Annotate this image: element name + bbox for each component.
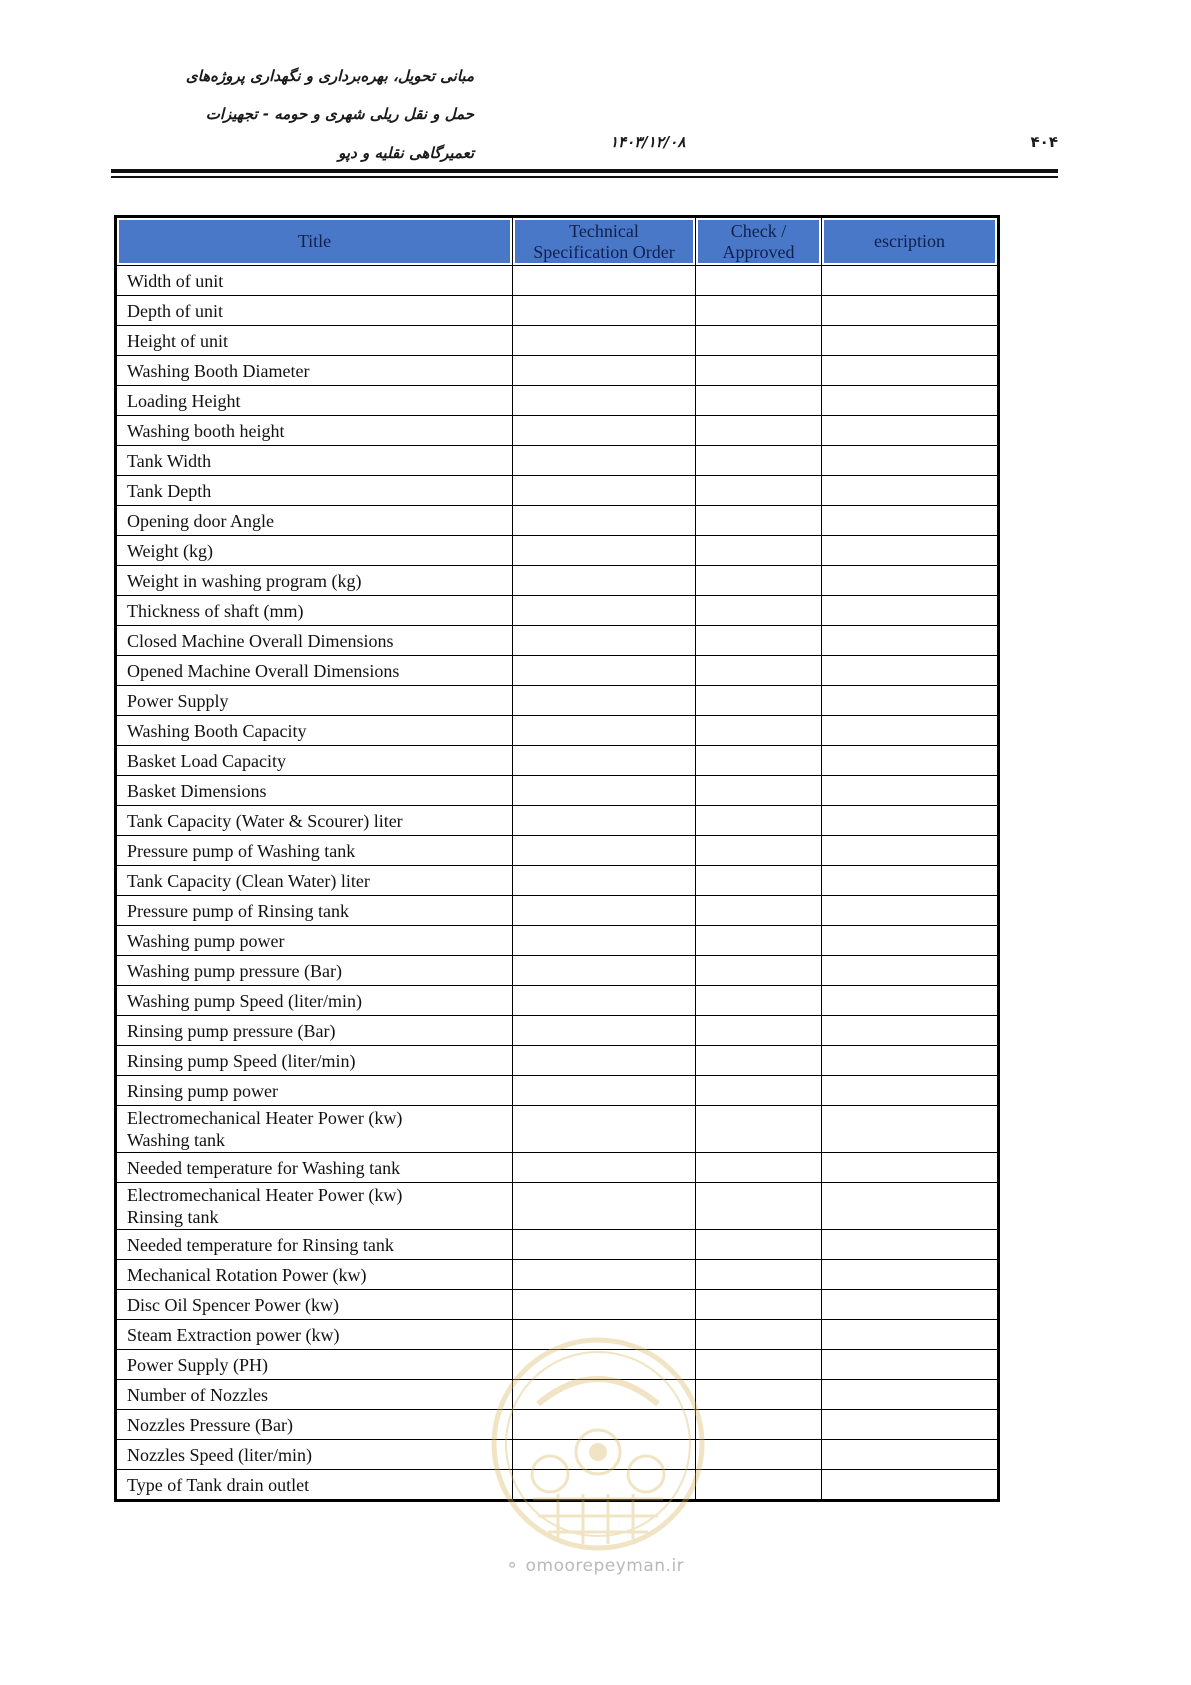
- row-check-cell: [696, 1260, 822, 1290]
- row-title: Washing Booth Diameter: [116, 356, 513, 386]
- table-row: [116, 416, 999, 446]
- row-description-cell: [822, 986, 999, 1016]
- row-description-cell: [822, 566, 999, 596]
- table-row: [116, 506, 999, 536]
- header-title-line1: مبانی تحویل، بهره‌برداری و نگهداری پروژه‌های: [185, 67, 474, 85]
- page-number: ۴۰۴: [1030, 133, 1058, 151]
- header-title-line2: حمل و نقل ریلی شهری و حومه - تجهیزات: [205, 105, 474, 123]
- row-spec-cell: [513, 536, 696, 566]
- row-spec-cell: [513, 1320, 696, 1350]
- row-description-cell: [822, 806, 999, 836]
- row-description-cell: [822, 1016, 999, 1046]
- row-description-cell: [822, 1260, 999, 1290]
- row-title: Type of Tank drain outlet: [116, 1470, 513, 1501]
- row-spec-cell: [513, 506, 696, 536]
- table-row: [116, 1076, 999, 1106]
- table-row: [116, 866, 999, 896]
- table-row: [116, 1320, 999, 1350]
- row-description-cell: [822, 476, 999, 506]
- col-header-check-line1: Check /: [730, 220, 787, 241]
- table-row: [116, 1350, 999, 1380]
- row-check-cell: [696, 1380, 822, 1410]
- row-description-cell: [822, 446, 999, 476]
- row-description-cell: [822, 386, 999, 416]
- table-row: [116, 776, 999, 806]
- row-spec-cell: [513, 866, 696, 896]
- table-row: [116, 356, 999, 386]
- row-spec-cell: [513, 1410, 696, 1440]
- row-check-cell: [696, 446, 822, 476]
- row-title: Height of unit: [116, 326, 513, 356]
- row-description-cell: [822, 1046, 999, 1076]
- table-row: [116, 806, 999, 836]
- row-check-cell: [696, 746, 822, 776]
- row-description-cell: [822, 1290, 999, 1320]
- row-check-cell: [696, 1016, 822, 1046]
- row-title: Opened Machine Overall Dimensions: [116, 656, 513, 686]
- row-spec-cell: [513, 1350, 696, 1380]
- row-spec-cell: [513, 1153, 696, 1183]
- row-spec-cell: [513, 1183, 696, 1230]
- row-spec-cell: [513, 566, 696, 596]
- row-description-cell: [822, 1350, 999, 1380]
- row-title: Rinsing pump power: [116, 1076, 513, 1106]
- col-header-description-text: escription: [874, 231, 945, 251]
- col-header-title: [116, 217, 513, 266]
- table-row: [116, 1016, 999, 1046]
- table-row: [116, 1106, 999, 1153]
- row-description-cell: [822, 296, 999, 326]
- footer-url-text: omoorepeyman.ir: [525, 1556, 685, 1576]
- row-title: Width of unit: [116, 266, 513, 296]
- row-title: Tank Depth: [116, 476, 513, 506]
- table-row: [116, 656, 999, 686]
- row-spec-cell: [513, 806, 696, 836]
- col-header-check: [696, 217, 822, 266]
- row-check-cell: [696, 356, 822, 386]
- row-spec-cell: [513, 1260, 696, 1290]
- row-check-cell: [696, 626, 822, 656]
- row-spec-cell: [513, 476, 696, 506]
- row-check-cell: [696, 1350, 822, 1380]
- row-description-cell: [822, 536, 999, 566]
- row-title: Disc Oil Spencer Power (kw): [116, 1290, 513, 1320]
- row-title: Power Supply: [116, 686, 513, 716]
- table-row: [116, 926, 999, 956]
- row-description-cell: [822, 1470, 999, 1501]
- row-description-cell: [822, 656, 999, 686]
- row-spec-cell: [513, 1046, 696, 1076]
- row-spec-cell: [513, 896, 696, 926]
- table-row: [116, 746, 999, 776]
- row-title: Thickness of shaft (mm): [116, 596, 513, 626]
- row-description-cell: [822, 716, 999, 746]
- row-title: [116, 1106, 513, 1153]
- row-spec-cell: [513, 1290, 696, 1320]
- row-title: Number of Nozzles: [116, 1380, 513, 1410]
- row-check-cell: [696, 956, 822, 986]
- row-check-cell: [696, 1230, 822, 1260]
- row-title: Tank Capacity (Clean Water) liter: [116, 866, 513, 896]
- row-spec-cell: [513, 836, 696, 866]
- row-description-cell: [822, 326, 999, 356]
- table-row: [116, 566, 999, 596]
- row-description-cell: [822, 926, 999, 956]
- row-spec-cell: [513, 956, 696, 986]
- row-title: Mechanical Rotation Power (kw): [116, 1260, 513, 1290]
- table-row: [116, 1380, 999, 1410]
- row-spec-cell: [513, 926, 696, 956]
- row-check-cell: [696, 1290, 822, 1320]
- row-description-cell: [822, 1410, 999, 1440]
- row-spec-cell: [513, 326, 696, 356]
- col-header-spec: [513, 217, 696, 266]
- row-description-cell: [822, 626, 999, 656]
- table-row: [116, 986, 999, 1016]
- col-header-check-line2: Approved: [722, 241, 795, 262]
- row-description-cell: [822, 266, 999, 296]
- row-title: Basket Dimensions: [116, 776, 513, 806]
- row-spec-cell: [513, 1076, 696, 1106]
- row-spec-cell: [513, 626, 696, 656]
- table-row: [116, 1183, 999, 1230]
- table-row: [116, 686, 999, 716]
- globe-icon: ⚬: [505, 1556, 520, 1576]
- row-title: Washing booth height: [116, 416, 513, 446]
- row-spec-cell: [513, 746, 696, 776]
- header-rule-thick: [111, 169, 1058, 173]
- row-description-cell: [822, 596, 999, 626]
- table-row: [116, 1410, 999, 1440]
- row-check-cell: [696, 1440, 822, 1470]
- col-header-spec-line1: Technical: [569, 220, 639, 241]
- row-title: Rinsing pump pressure (Bar): [116, 1016, 513, 1046]
- row-title: [116, 1183, 513, 1230]
- row-title: Pressure pump of Washing tank: [116, 836, 513, 866]
- row-title: Washing pump power: [116, 926, 513, 956]
- row-check-cell: [696, 596, 822, 626]
- row-title: Needed temperature for Washing tank: [116, 1153, 513, 1183]
- row-check-cell: [696, 326, 822, 356]
- row-spec-cell: [513, 416, 696, 446]
- row-spec-cell: [513, 1106, 696, 1153]
- table-row: [116, 1260, 999, 1290]
- row-description-cell: [822, 1106, 999, 1153]
- row-spec-cell: [513, 356, 696, 386]
- row-description-cell: [822, 1230, 999, 1260]
- col-header-spec-line2: Specification Order: [533, 241, 675, 262]
- table-row: [116, 1153, 999, 1183]
- table-row: [116, 1046, 999, 1076]
- row-check-cell: [696, 836, 822, 866]
- row-check-cell: [696, 1470, 822, 1501]
- row-check-cell: [696, 1320, 822, 1350]
- row-title: Nozzles Speed (liter/min): [116, 1440, 513, 1470]
- table-row: [116, 266, 999, 296]
- row-title: Rinsing pump Speed (liter/min): [116, 1046, 513, 1076]
- row-spec-cell: [513, 296, 696, 326]
- row-description-cell: [822, 1440, 999, 1470]
- row-description-cell: [822, 776, 999, 806]
- row-check-cell: [696, 1153, 822, 1183]
- row-title: Tank Width: [116, 446, 513, 476]
- row-spec-cell: [513, 446, 696, 476]
- col-header-description: [822, 217, 999, 266]
- row-title: Closed Machine Overall Dimensions: [116, 626, 513, 656]
- table-row: [116, 716, 999, 746]
- row-title: Nozzles Pressure (Bar): [116, 1410, 513, 1440]
- row-check-cell: [696, 656, 822, 686]
- col-header-title-text: Title: [297, 231, 332, 251]
- table-row: [116, 1470, 999, 1501]
- table-row: [116, 1290, 999, 1320]
- table-row: [116, 1230, 999, 1260]
- row-title: Needed temperature for Rinsing tank: [116, 1230, 513, 1260]
- row-title-line1: Electromechanical Heater Power (kw): [127, 1185, 403, 1205]
- row-title: Pressure pump of Rinsing tank: [116, 896, 513, 926]
- row-title: Power Supply (PH): [116, 1350, 513, 1380]
- row-spec-cell: [513, 1230, 696, 1260]
- row-spec-cell: [513, 1440, 696, 1470]
- row-title: Basket Load Capacity: [116, 746, 513, 776]
- row-check-cell: [696, 1106, 822, 1153]
- row-spec-cell: [513, 1016, 696, 1046]
- row-check-cell: [696, 716, 822, 746]
- row-check-cell: [696, 896, 822, 926]
- row-title: Steam Extraction power (kw): [116, 1320, 513, 1350]
- table-row: [116, 1440, 999, 1470]
- table-row: [116, 446, 999, 476]
- header-rule-thin: [111, 176, 1058, 178]
- row-check-cell: [696, 776, 822, 806]
- row-title: Washing Booth Capacity: [116, 716, 513, 746]
- row-title: Weight in washing program (kg): [116, 566, 513, 596]
- row-title: Washing pump Speed (liter/min): [116, 986, 513, 1016]
- row-description-cell: [822, 1076, 999, 1106]
- row-title: Opening door Angle: [116, 506, 513, 536]
- row-check-cell: [696, 266, 822, 296]
- row-spec-cell: [513, 776, 696, 806]
- row-description-cell: [822, 1183, 999, 1230]
- row-check-cell: [696, 926, 822, 956]
- row-description-cell: [822, 356, 999, 386]
- row-description-cell: [822, 686, 999, 716]
- row-check-cell: [696, 296, 822, 326]
- row-description-cell: [822, 1320, 999, 1350]
- row-spec-cell: [513, 1380, 696, 1410]
- table-row: [116, 296, 999, 326]
- row-check-cell: [696, 416, 822, 446]
- row-check-cell: [696, 1046, 822, 1076]
- row-title: Loading Height: [116, 386, 513, 416]
- row-check-cell: [696, 1410, 822, 1440]
- row-spec-cell: [513, 716, 696, 746]
- row-spec-cell: [513, 596, 696, 626]
- row-title-line1: Electromechanical Heater Power (kw): [127, 1108, 403, 1128]
- row-description-cell: [822, 836, 999, 866]
- table-row: [116, 626, 999, 656]
- row-check-cell: [696, 686, 822, 716]
- row-check-cell: [696, 986, 822, 1016]
- row-spec-cell: [513, 686, 696, 716]
- row-check-cell: [696, 536, 822, 566]
- row-description-cell: [822, 956, 999, 986]
- row-check-cell: [696, 506, 822, 536]
- row-description-cell: [822, 866, 999, 896]
- row-title: Depth of unit: [116, 296, 513, 326]
- row-description-cell: [822, 1153, 999, 1183]
- row-spec-cell: [513, 986, 696, 1016]
- table-header-row: [116, 217, 999, 266]
- row-description-cell: [822, 416, 999, 446]
- row-title-line2: Washing tank: [127, 1130, 226, 1150]
- row-check-cell: [696, 1183, 822, 1230]
- row-spec-cell: [513, 1470, 696, 1501]
- table-row: [116, 326, 999, 356]
- row-check-cell: [696, 1076, 822, 1106]
- row-title-line2: Rinsing tank: [127, 1207, 219, 1227]
- table-row: [116, 896, 999, 926]
- table-row: [116, 476, 999, 506]
- table-row: [116, 386, 999, 416]
- row-spec-cell: [513, 656, 696, 686]
- row-description-cell: [822, 506, 999, 536]
- row-title: Weight (kg): [116, 536, 513, 566]
- row-description-cell: [822, 746, 999, 776]
- header-date: ۱۴۰۳/۱۲/۰۸: [610, 133, 686, 151]
- table-row: [116, 836, 999, 866]
- row-check-cell: [696, 566, 822, 596]
- row-spec-cell: [513, 386, 696, 416]
- row-check-cell: [696, 386, 822, 416]
- header-title-line3: تعمیرگاهی نقلیه و دپو: [338, 144, 474, 162]
- row-check-cell: [696, 806, 822, 836]
- row-check-cell: [696, 866, 822, 896]
- table-row: [116, 536, 999, 566]
- table-row: [116, 956, 999, 986]
- footer-website: [505, 1556, 684, 1576]
- row-description-cell: [822, 1380, 999, 1410]
- table-row: [116, 596, 999, 626]
- row-spec-cell: [513, 266, 696, 296]
- spec-table: [114, 215, 1000, 1502]
- row-description-cell: [822, 896, 999, 926]
- row-title: Tank Capacity (Water & Scourer) liter: [116, 806, 513, 836]
- spec-table-body: [116, 266, 999, 1501]
- row-check-cell: [696, 476, 822, 506]
- row-title: Washing pump pressure (Bar): [116, 956, 513, 986]
